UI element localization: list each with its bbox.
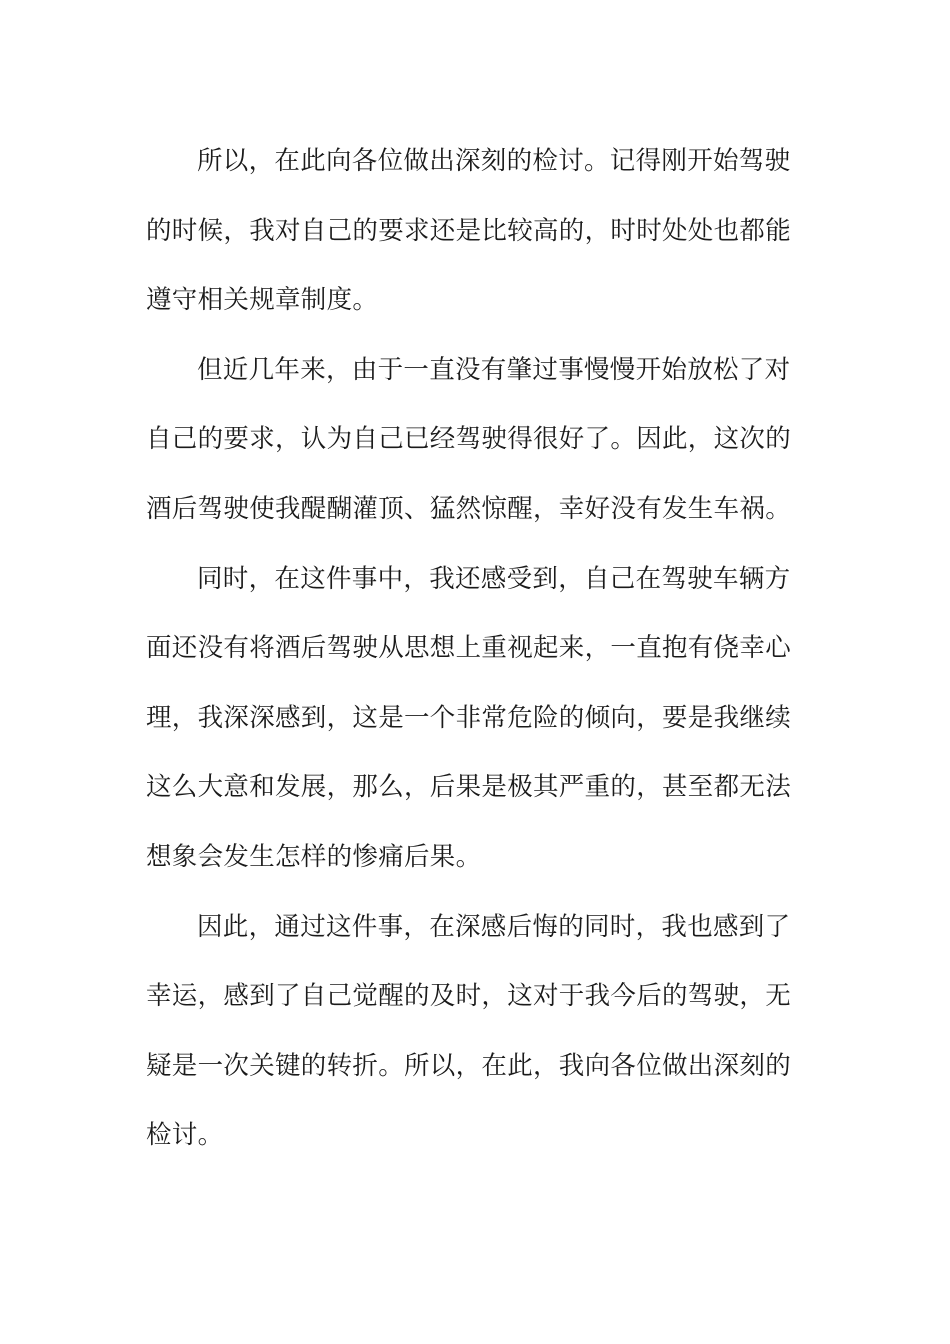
paragraph-2 (146, 336, 792, 545)
text-line: 因此，通过这件事，在深感后悔的同时，我也感到了 (197, 911, 791, 942)
paragraph-3 (146, 545, 792, 893)
paragraph-4 (146, 893, 792, 1171)
text-line: 理，我深深感到，这是一个非常危险的倾向，要是我继续 (146, 702, 792, 733)
text-line: 想象会发生怎样的惨痛后果。 (146, 841, 482, 872)
text-line: 遵守相关规章制度。 (146, 285, 379, 316)
text-line: 同时，在这件事中，我还感受到，自己在驾驶车辆方 (197, 563, 791, 594)
text-line: 幸运，感到了自己觉醒的及时，这对于我今后的驾驶，无 (146, 981, 792, 1012)
text-line: 这么大意和发展，那么，后果是极其严重的，甚至都无法 (146, 772, 792, 803)
document-body (146, 127, 792, 1171)
text-line: 的时候，我对自己的要求还是比较高的，时时处处也都能 (146, 215, 792, 246)
text-line: 检讨。 (146, 1120, 224, 1151)
text-line: 自己的要求，认为自己已经驾驶得很好了。因此，这次的 (146, 424, 792, 455)
text-line: 但近几年来，由于一直没有肇过事慢慢开始放松了对 (197, 354, 791, 385)
paragraph-1 (146, 127, 792, 336)
text-line: 疑是一次关键的转折。所以，在此，我向各位做出深刻的 (146, 1050, 792, 1081)
text-line: 酒后驾驶使我醍醐灌顶、猛然惊醒，幸好没有发生车祸。 (146, 493, 792, 524)
text-line: 所以，在此向各位做出深刻的检讨。记得刚开始驾驶 (197, 146, 791, 176)
text-line: 面还没有将酒后驾驶从思想上重视起来，一直抱有侥幸心 (146, 633, 792, 664)
